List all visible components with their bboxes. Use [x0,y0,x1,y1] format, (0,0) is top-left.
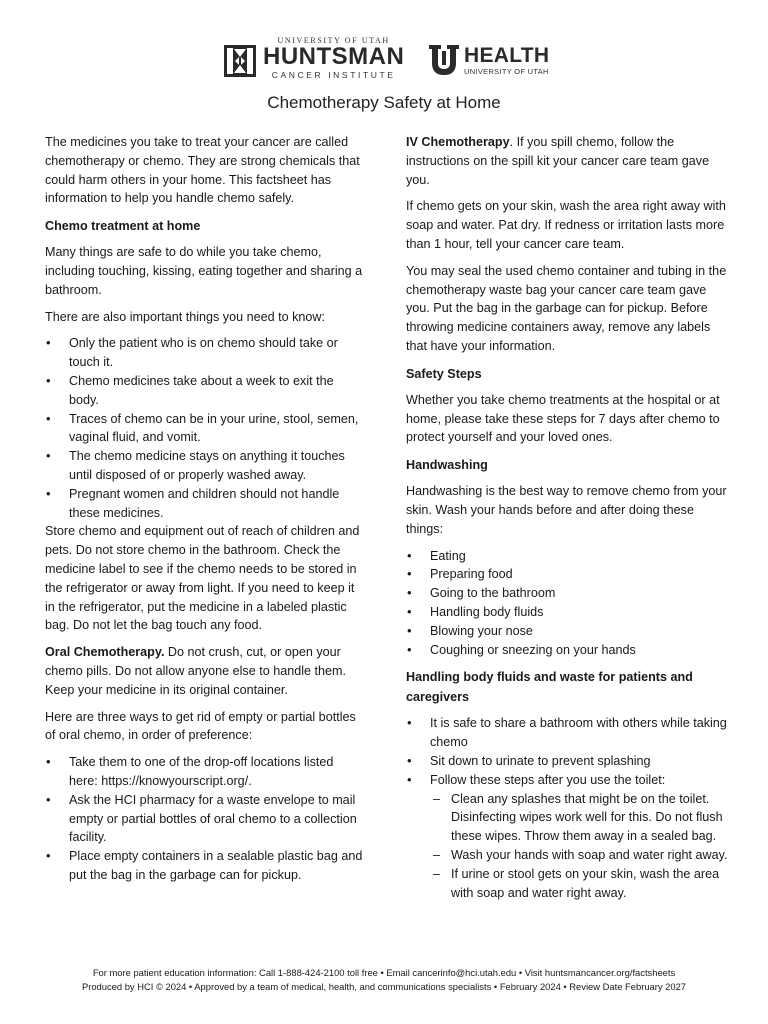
handwashing-paragraph: Handwashing is the best way to remove chemo from your skin. Wash your hands before and after doing these things: [406,484,727,536]
heading-safety-steps: Safety Steps [406,366,482,381]
disposal-list [45,753,365,885]
list-item: • Coughing or sneezing on your hands [406,641,728,660]
list-item: • The chemo medicine stays on anything it touches until disposed of or properly washed away. [45,447,365,485]
oral-chemo-label: Oral Chemotherapy. [45,645,165,660]
handwashing-list [406,547,728,660]
footer-contact-line: For more patient education information: Call 1-888-424-2100 toll free • Email cancerinfo@hci.utah.edu • Visit huntsmancancer.org/factsheets [92,967,676,978]
footer-produced-line: Produced by HCI © 2024 • Approved by a team of medical, health, and communications specialists • February 2024 • Review Date February 2027 [81,981,687,992]
home-paragraph-2: There are also important things you need to know: [45,309,326,324]
body-fluids-list [406,714,728,902]
header [0,36,768,80]
list-item: • Chemo medicines take about a week to exit the body. [45,372,365,410]
list-item: • Preparing food [406,565,728,584]
huntsman-sub: CANCER INSTITUTE [271,70,396,80]
list-item: • Only the patient who is on chemo should take or touch it. [45,334,365,372]
list-item: • Traces of chemo can be in your urine, stool, semen, vaginal fluid, and vomit. [45,410,365,448]
heading-chemo-at-home: Chemo treatment at home [45,219,201,234]
know-list [45,334,365,522]
toilet-steps-list [430,790,728,903]
list-item [406,771,728,903]
list-item: • Eating [406,547,728,566]
block-u-icon [428,43,460,77]
list-item: • Pregnant women and children should not handle these medicines. [45,485,365,523]
huntsman-name: HUNTSMAN [263,43,405,70]
health-name: HEALTH [464,43,550,67]
heading-body-fluids: Handling body fluids and waste for patients and caregivers [406,670,693,705]
skin-paragraph: If chemo gets on your skin, wash the area right away with soap and water. Pat dry. If redness or irritation lasts more than 1 hour, tell your cancer care team. [406,199,726,251]
list-item: • Place empty containers in a sealable plastic bag and put the bag in the garbage can for pickup. [45,847,365,885]
ways-paragraph: Here are three ways to get rid of empty or partial bottles of oral chemo, in order of preference: [45,709,356,743]
list-item-text: Follow these steps after you use the toilet: [430,772,666,787]
list-item: • Handling body fluids [406,603,728,622]
iv-chemo-paragraph [406,133,728,189]
huntsman-university: UNIVERSITY OF UTAH [277,36,390,45]
list-item: • Take them to one of the drop-off locations listed here: https://knowyourscript.org/. [45,753,365,791]
left-column [45,133,365,885]
huntsman-logo [224,36,404,80]
list-item: – Clean any splashes that might be on the toilet. Disinfecting wipes work well for this. Do not flush these wipes. Throw them away in a sealed bag. [430,790,728,846]
oral-chemo-paragraph [45,643,365,699]
store-paragraph: Store chemo and equipment out of reach of children and pets. Do not store chemo in the bathroom. Check the medicine label to see if the chemo needs to be stored in the refrigerator or away from light. If you need to keep it in the refrigerator, put the medicine in a labeled plastic bag. Do not let the bag touch any food. [45,524,360,633]
list-item: • Going to the bathroom [406,584,728,603]
page-title: Chemotherapy Safety at Home [267,93,501,112]
list-item: • Sit down to urinate to prevent splashing [406,752,728,771]
footer [0,966,768,994]
iv-chemo-text: . If you spill chemo, follow the instructions on the spill kit your cancer care team gave you. [406,135,710,187]
health-sub: UNIVERSITY OF UTAH [464,66,549,76]
list-item: – If urine or stool gets on your skin, wash the area with soap and water right away. [430,865,728,903]
intro-paragraph: The medicines you take to treat your cancer are called chemotherapy or chemo. They are strong chemicals that could harm others in your home. This factsheet has information to help you handle chemo safely. [45,135,360,206]
list-item: • Blowing your nose [406,622,728,641]
list-item: • Ask the HCI pharmacy for a waste envelope to mail empty or partial bottles of oral chemo to a collection facility. [45,791,365,847]
seal-paragraph: You may seal the used chemo container and tubing in the chemotherapy waste bag your cancer care team gave you. Put the bag in the garbage can for pickup. Before throwing medicine containers away, remove any labels that have your information. [406,263,727,353]
uofu-health-logo [428,40,549,80]
huntsman-mark-icon [224,45,256,77]
heading-handwashing: Handwashing [406,458,488,473]
home-paragraph-1: Many things are safe to do while you take chemo, including touching, kissing, eating together and sharing a bathroom. [45,245,363,297]
iv-chemo-label: IV Chemotherapy [406,135,510,149]
list-item: • It is safe to share a bathroom with others while taking chemo [406,714,728,752]
oral-chemo-text: Do not crush, cut, or open your chemo pills. Do not allow anyone else to handle them. Keep your medicine in its original container. [45,645,347,697]
list-item: – Wash your hands with soap and water right away. [430,846,728,865]
right-column [406,133,728,902]
safety-paragraph: Whether you take chemo treatments at the hospital or at home, please take these steps for 7 days after chemo to protect yourself and your loved ones. [406,392,720,445]
